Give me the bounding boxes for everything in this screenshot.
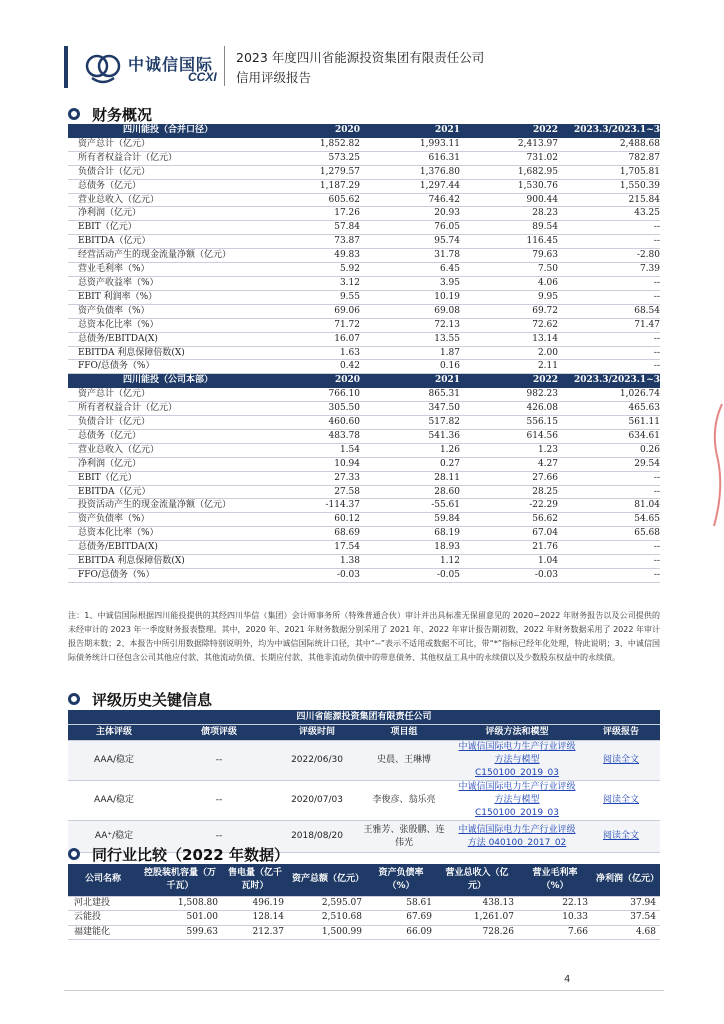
column-header: 2023.3/2023.1~3 [558,374,660,388]
cell-value: 18.93 [360,541,460,555]
row-label: 营业总收入（亿元） [68,443,268,457]
cell-value: 1,705.81 [558,165,660,179]
cell-value: 13.14 [460,332,558,346]
column-header: 评级报告 [582,725,660,741]
column-header: 资产负债率（%） [366,864,436,896]
table-row [68,485,660,499]
cell-value: 634.61 [558,429,660,443]
cell-value: 465.63 [558,402,660,416]
row-label: 营业总收入（亿元） [68,193,268,207]
cell-value: 31.78 [360,249,460,263]
cell-value: 1.04 [460,555,558,569]
cell-value: 556.15 [460,416,558,430]
company-name: 云能投 [68,911,138,926]
cell-value: 982.23 [460,388,558,402]
cell-value: 2,595.07 [288,896,366,911]
cell-value: 6.45 [360,263,460,277]
cell-value: 0.16 [360,360,460,374]
cell-value: 2,510.68 [288,911,366,926]
cell-value: 496.19 [222,896,288,911]
table-row [68,346,660,360]
cell-value: 4.68 [592,925,660,940]
cell-value: -- [558,541,660,555]
column-header: 资产总额（亿元） [288,864,366,896]
cell-value: 54.65 [558,513,660,527]
cell-value: 1.63 [268,346,360,360]
rating-date: 2020/07/03 [278,781,356,821]
seal-stamp-icon [708,400,724,530]
cell-value: 1,187.29 [268,179,360,193]
cell-value: 37.54 [592,911,660,926]
cell-value: -- [558,290,660,304]
table-row [68,781,660,821]
project-team: 李俊彦、翁乐亮 [356,781,452,821]
cell-value: 57.84 [268,221,360,235]
table-row [68,388,660,402]
cell-value: 614.56 [460,429,558,443]
project-team: 王雅芳、张殷鹏、连伟光 [356,821,452,853]
cell-value: 17.54 [268,541,360,555]
cell-value: 66.09 [366,925,436,940]
cell-value: 69.06 [268,304,360,318]
page-header [64,42,664,92]
cell-value: 1,550.39 [558,179,660,193]
method-cell [452,741,582,781]
table-row [68,235,660,249]
cell-value: 29.54 [558,457,660,471]
cell-value: 20.93 [360,207,460,221]
report-subtitle: 信用评级报告 [236,70,312,85]
row-label: 经营活动产生的现金流量净额（亿元） [68,249,268,263]
section-heading: 同行业比较（2022 年数据） [92,845,289,864]
cell-value: 73.87 [268,235,360,249]
cell-value: 58.61 [366,896,436,911]
cell-value: 599.63 [138,925,222,940]
cell-value: 305.50 [268,402,360,416]
financial-table [68,124,660,583]
table-row [68,541,660,555]
cell-value: 69.72 [460,304,558,318]
row-label: FFO/总债务（%） [68,569,268,583]
cell-value: 28.60 [360,485,460,499]
cell-value: 0.42 [268,360,360,374]
cell-value: 68.54 [558,304,660,318]
table-row [68,741,660,781]
column-header: 2020 [268,124,360,137]
company-name: 河北建投 [68,896,138,911]
cell-value: 28.23 [460,207,558,221]
cell-value: 43.25 [558,207,660,221]
row-label: EBITDA（亿元） [68,235,268,249]
cell-value: 1.38 [268,555,360,569]
cell-value: 59.84 [360,513,460,527]
cell-value: 27.33 [268,471,360,485]
footer-line [64,990,664,991]
row-label: EBIT 利润率（%） [68,290,268,304]
table-title: 四川省能源投资集团有限责任公司 [68,710,660,725]
table-row [68,925,660,940]
column-header: 营业总收入（亿元） [436,864,518,896]
entity-rating: AA⁺/稳定 [68,821,160,853]
row-label: 净利润（亿元） [68,207,268,221]
cell-value: 347.50 [360,402,460,416]
cell-value: 501.00 [138,911,222,926]
cell-value: 27.66 [460,471,558,485]
row-label: 总债务/EBITDA(X) [68,332,268,346]
cell-value: 1.23 [460,443,558,457]
row-label: 资产总计（亿元） [68,388,268,402]
cell-value: -- [558,555,660,569]
cell-value: 21.76 [460,541,558,555]
cell-value: 2.11 [460,360,558,374]
table-row [68,429,660,443]
table-row [68,569,660,583]
section-bullet-icon [68,108,80,120]
cell-value: 1,297.44 [360,179,460,193]
table-row [68,290,660,304]
row-label: FFO/总债务（%） [68,360,268,374]
section-heading: 评级历史关键信息 [92,690,213,709]
table-row [68,318,660,332]
cell-value: 116.45 [460,235,558,249]
cell-value: -22.29 [460,499,558,513]
cell-value: -- [558,346,660,360]
cell-value: 81.04 [558,499,660,513]
cell-value: 1,508.80 [138,896,222,911]
column-header: 四川能投（公司本部） [68,374,268,388]
cell-value: -- [558,471,660,485]
cell-value: 128.14 [222,911,288,926]
row-label: 负债合计（亿元） [68,165,268,179]
cell-value: 37.94 [592,896,660,911]
cell-value: 2,413.97 [460,137,558,151]
cell-value: -0.03 [268,569,360,583]
cell-value: 1.87 [360,346,460,360]
column-header: 评级方法和模型 [452,725,582,741]
report-cell [582,781,660,821]
row-label: 所有者权益合计（亿元） [68,402,268,416]
cell-value: 1,500.99 [288,925,366,940]
cell-value: 9.55 [268,290,360,304]
section-financial-title [68,105,152,123]
table-row [68,304,660,318]
cell-value: 483.78 [268,429,360,443]
cell-value: -- [558,276,660,290]
section-peer-title [68,845,289,863]
row-label: 营业毛利率（%） [68,263,268,277]
column-header: 2021 [360,374,460,388]
section-bullet-icon [68,693,80,705]
row-label: 负债合计（亿元） [68,416,268,430]
cell-value: 22.13 [518,896,592,911]
cell-value: 573.25 [268,151,360,165]
cell-value: -0.03 [460,569,558,583]
cell-value: 71.72 [268,318,360,332]
cell-value: 10.19 [360,290,460,304]
row-label: 净利润（亿元） [68,457,268,471]
cell-value: -- [558,221,660,235]
peer-comparison-table [68,864,660,940]
cell-value: -114.37 [268,499,360,513]
column-header: 项目组 [356,725,452,741]
header-accent-bar [64,46,68,88]
cell-value: 0.27 [360,457,460,471]
method-link[interactable]: 中诚信国际电力生产行业评级方法与模型 C150100_2019_03 [458,742,576,778]
cell-value: 10.94 [268,457,360,471]
debt-rating: -- [160,741,278,781]
cell-value: 71.47 [558,318,660,332]
table-row [68,276,660,290]
cell-value: 76.05 [360,221,460,235]
cell-value: 9.95 [460,290,558,304]
cell-value: 95.74 [360,235,460,249]
cell-value: 616.31 [360,151,460,165]
table-row [68,193,660,207]
column-header: 售电量（亿千瓦时） [222,864,288,896]
project-team: 史晨、王琳博 [356,741,452,781]
cell-value: 460.60 [268,416,360,430]
cell-value: 728.26 [436,925,518,940]
cell-value: 7.39 [558,263,660,277]
rating-date: 2018/08/20 [278,821,356,853]
table-row [68,165,660,179]
debt-rating: -- [160,781,278,821]
table-header-row [68,124,660,137]
table-row [68,896,660,911]
cell-value: 731.02 [460,151,558,165]
cell-value: 4.27 [460,457,558,471]
company-name: 福建能化 [68,925,138,940]
cell-value: 7.66 [518,925,592,940]
row-label: 资产负债率（%） [68,304,268,318]
column-header: 评级时间 [278,725,356,741]
rating-date: 2022/06/30 [278,741,356,781]
cell-value: 1.54 [268,443,360,457]
table-row [68,207,660,221]
cell-value: 215.84 [558,193,660,207]
table-row [68,360,660,374]
cell-value: 426.08 [460,402,558,416]
cell-value: 1,682.95 [460,165,558,179]
method-link[interactable]: 中诚信国际电力生产行业评级方法 040100_2017_02 [458,824,576,848]
cell-value: 28.11 [360,471,460,485]
ccxi-logo-icon [84,52,122,86]
cell-value: -2.80 [558,249,660,263]
logo-text-cn: 中诚信国际 [128,55,214,74]
table-row [68,402,660,416]
cell-value: 438.13 [436,896,518,911]
cell-value: 1.12 [360,555,460,569]
cell-value: 10.33 [518,911,592,926]
cell-value: 766.10 [268,388,360,402]
cell-value: 0.26 [558,443,660,457]
table-row [68,263,660,277]
cell-value: 79.63 [460,249,558,263]
cell-value: -- [558,485,660,499]
read-report-link[interactable]: 阅读全文 [603,795,640,805]
table-row [68,443,660,457]
column-header: 2022 [460,124,558,137]
cell-value: 2,488.68 [558,137,660,151]
row-label: 总债务（亿元） [68,429,268,443]
row-label: EBITDA（亿元） [68,485,268,499]
cell-value: 56.62 [460,513,558,527]
cell-value: 1,279.57 [268,165,360,179]
cell-value: 68.69 [268,527,360,541]
cell-value: 1,026.74 [558,388,660,402]
cell-value: -- [558,235,660,249]
row-label: 所有者权益合计（亿元） [68,151,268,165]
method-cell [452,781,582,821]
row-label: EBITDA 利息保障倍数(X) [68,555,268,569]
cell-value: 605.62 [268,193,360,207]
method-cell [452,821,582,853]
cell-value: 5.92 [268,263,360,277]
cell-value: 28.25 [460,485,558,499]
entity-rating: AAA/稳定 [68,781,160,821]
row-label: 资产负债率（%） [68,513,268,527]
column-header: 四川能投（合并口径） [68,124,268,137]
report-cell [582,821,660,853]
cell-value: 17.26 [268,207,360,221]
cell-value: 782.87 [558,151,660,165]
table-header-row [68,725,660,741]
header-divider [224,46,225,86]
table-header-row [68,374,660,388]
entity-rating: AAA/稳定 [68,741,160,781]
column-header: 净利润（亿元） [592,864,660,896]
cell-value: 3.12 [268,276,360,290]
row-label: 资产总计（亿元） [68,137,268,151]
table-header-row [68,864,660,896]
cell-value: 72.62 [460,318,558,332]
table-row [68,471,660,485]
cell-value: 1,376.80 [360,165,460,179]
logo-text-en: CCXI [188,70,217,84]
cell-value: 746.42 [360,193,460,207]
page-number: 4 [564,974,571,985]
table-row [68,527,660,541]
table-row [68,221,660,235]
column-header: 营业毛利率（%） [518,864,592,896]
column-header: 2021 [360,124,460,137]
read-report-link[interactable]: 阅读全文 [603,831,640,841]
cell-value: 3.95 [360,276,460,290]
table-row [68,499,660,513]
cell-value: 561.11 [558,416,660,430]
rating-history-table [68,710,660,853]
column-header: 主体评级 [68,725,160,741]
report-title: 2023 年度四川省能源投资集团有限责任公司 [236,50,485,65]
table-row [68,416,660,430]
cell-value: -55.61 [360,499,460,513]
row-label: EBIT（亿元） [68,471,268,485]
cell-value: 517.82 [360,416,460,430]
cell-value: 1,852.82 [268,137,360,151]
cell-value: 212.37 [222,925,288,940]
cell-value: 1.26 [360,443,460,457]
section-bullet-icon [68,848,80,860]
column-header: 公司名称 [68,864,138,896]
row-label: 总资本化比率（%） [68,527,268,541]
table-row [68,137,660,151]
cell-value: 72.13 [360,318,460,332]
cell-value: 60.12 [268,513,360,527]
cell-value: -- [558,360,660,374]
cell-value: 68.19 [360,527,460,541]
table-row [68,513,660,527]
cell-value: -- [558,332,660,346]
cell-value: 27.58 [268,485,360,499]
report-cell [582,741,660,781]
table-row [68,249,660,263]
cell-value: 2.00 [460,346,558,360]
row-label: EBITDA 利息保障倍数(X) [68,346,268,360]
table-row [68,151,660,165]
table-row [68,911,660,926]
cell-value: 900.44 [460,193,558,207]
column-header: 控股装机容量（万千瓦） [138,864,222,896]
cell-value: 7.50 [460,263,558,277]
debt-rating: -- [160,821,278,853]
table-row [68,555,660,569]
cell-value: 65.68 [558,527,660,541]
row-label: EBIT（亿元） [68,221,268,235]
row-label: 总债务（亿元） [68,179,268,193]
cell-value: 541.36 [360,429,460,443]
cell-value: 4.06 [460,276,558,290]
table-row [68,457,660,471]
read-report-link[interactable]: 阅读全文 [603,755,640,765]
table-row [68,179,660,193]
cell-value: 16.07 [268,332,360,346]
column-header: 2020 [268,374,360,388]
cell-value: 13.55 [360,332,460,346]
column-header: 2023.3/2023.1~3 [558,124,660,137]
row-label: 投资活动产生的现金流量净额（亿元） [68,499,268,513]
method-link[interactable]: 中诚信国际电力生产行业评级方法与模型 C150100_2019_03 [458,782,576,818]
row-label: 总债务/EBITDA(X) [68,541,268,555]
cell-value: -- [558,569,660,583]
cell-value: 67.04 [460,527,558,541]
cell-value: 89.54 [460,221,558,235]
table-row [68,332,660,346]
cell-value: 67.69 [366,911,436,926]
financial-footnote: 注：1、中诚信国际根据四川能投提供的其经四川华信（集团）会计师事务所（特殊普通合伙）审计并出具标准无保留意见的 2020~2022 年财务报告以及公司提供的未经审计的 2023 年一季度财务报表整理。其中，2020 年、2021 年财务数据分别采用了 2021 年、2022 年审计报告期初数，2022 年财务数据采用了 2022 年审计报告期末数；2、本报告中所引用数据除特别说明外，均为中诚信国际统计口径，其中“--”表示不适用或数据不可比，带“*”指标已经年化处理，特此说明；3、中诚信国际债务统计口径包含公司其他应付款、其他流动负债、长期应付款、其他非流动负债中的带息债务、其他权益工具中的永续债以及少数股东权益中的永续债。 [68,611,660,662]
column-header: 2022 [460,374,558,388]
section-heading: 财务概况 [92,105,153,124]
cell-value: 865.31 [360,388,460,402]
column-header: 债项评级 [160,725,278,741]
table-title-row [68,710,660,725]
cell-value: 1,261.07 [436,911,518,926]
cell-value: 49.83 [268,249,360,263]
cell-value: 1,993.11 [360,137,460,151]
row-label: 总资本化比率（%） [68,318,268,332]
row-label: 总资产收益率（%） [68,276,268,290]
cell-value: 69.08 [360,304,460,318]
cell-value: 1,530.76 [460,179,558,193]
section-history-title [68,690,212,708]
cell-value: -0.05 [360,569,460,583]
